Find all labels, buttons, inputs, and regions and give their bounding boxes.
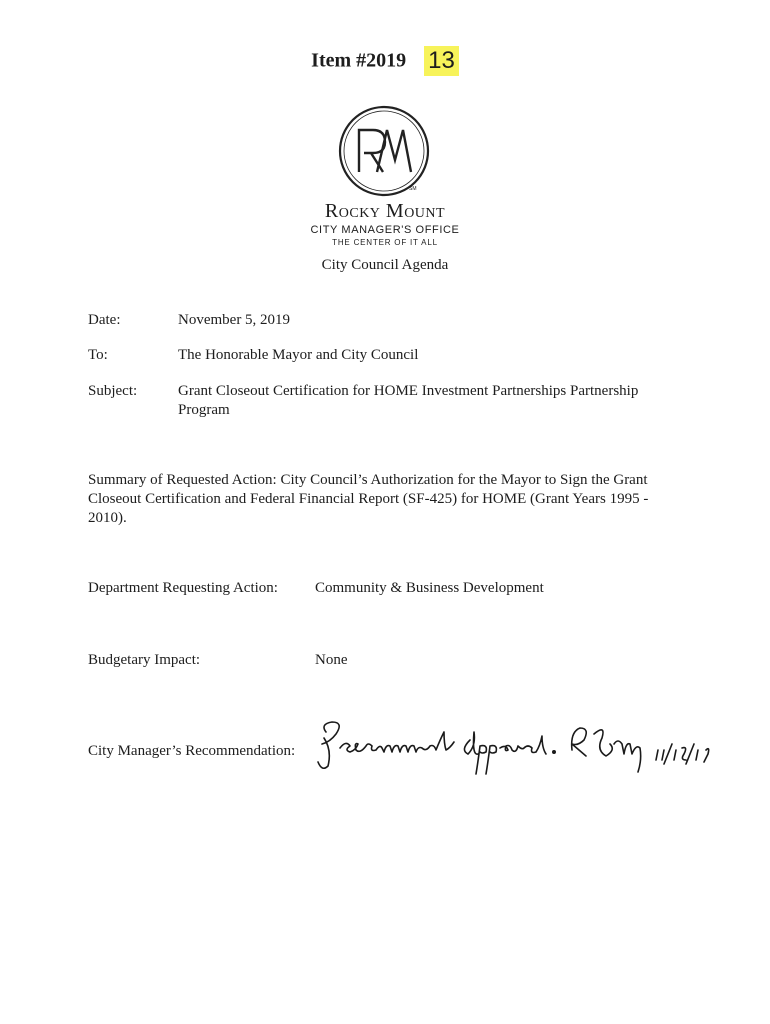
org-name: Rocky Mount: [324, 200, 446, 222]
summary-of-requested-action: Summary of Requested Action: City Council’s Authorization for the Mayor to Sign the Grant Closeout Certification and Federal Financial Report (SF-425) for HOME (Grant Years 1995 - 2010).: [88, 472, 649, 526]
item-header: [0, 46, 770, 76]
date-label: Date:: [88, 312, 121, 328]
svg-text:SM: SM: [409, 186, 417, 192]
recommendation-label: City Manager’s Recommendation:: [88, 743, 296, 759]
handwritten-recommendation-signature: [310, 710, 730, 780]
rocky-mount-seal-logo: [337, 104, 431, 198]
subject-label: Subject:: [88, 383, 138, 399]
budgetary-impact-value: None: [315, 652, 348, 668]
agenda-title: City Council Agenda: [321, 257, 449, 273]
date-value: November 5, 2019: [178, 312, 291, 328]
to-value: The Honorable Mayor and City Council: [178, 347, 419, 363]
department-label: Department Requesting Action:: [88, 580, 278, 596]
office-name: CITY MANAGER'S OFFICE: [310, 224, 460, 236]
subject-value: Grant Closeout Certification for HOME Investment Partnerships Partnership Program: [178, 383, 639, 418]
item-title: Item #2019: [311, 49, 407, 72]
department-value: Community & Business Development: [315, 580, 544, 596]
item-number-badge: 13: [424, 46, 459, 76]
to-label: To:: [88, 347, 108, 363]
tagline: THE CENTER OF IT ALL: [332, 238, 438, 247]
budgetary-impact-label: Budgetary Impact:: [88, 652, 201, 668]
